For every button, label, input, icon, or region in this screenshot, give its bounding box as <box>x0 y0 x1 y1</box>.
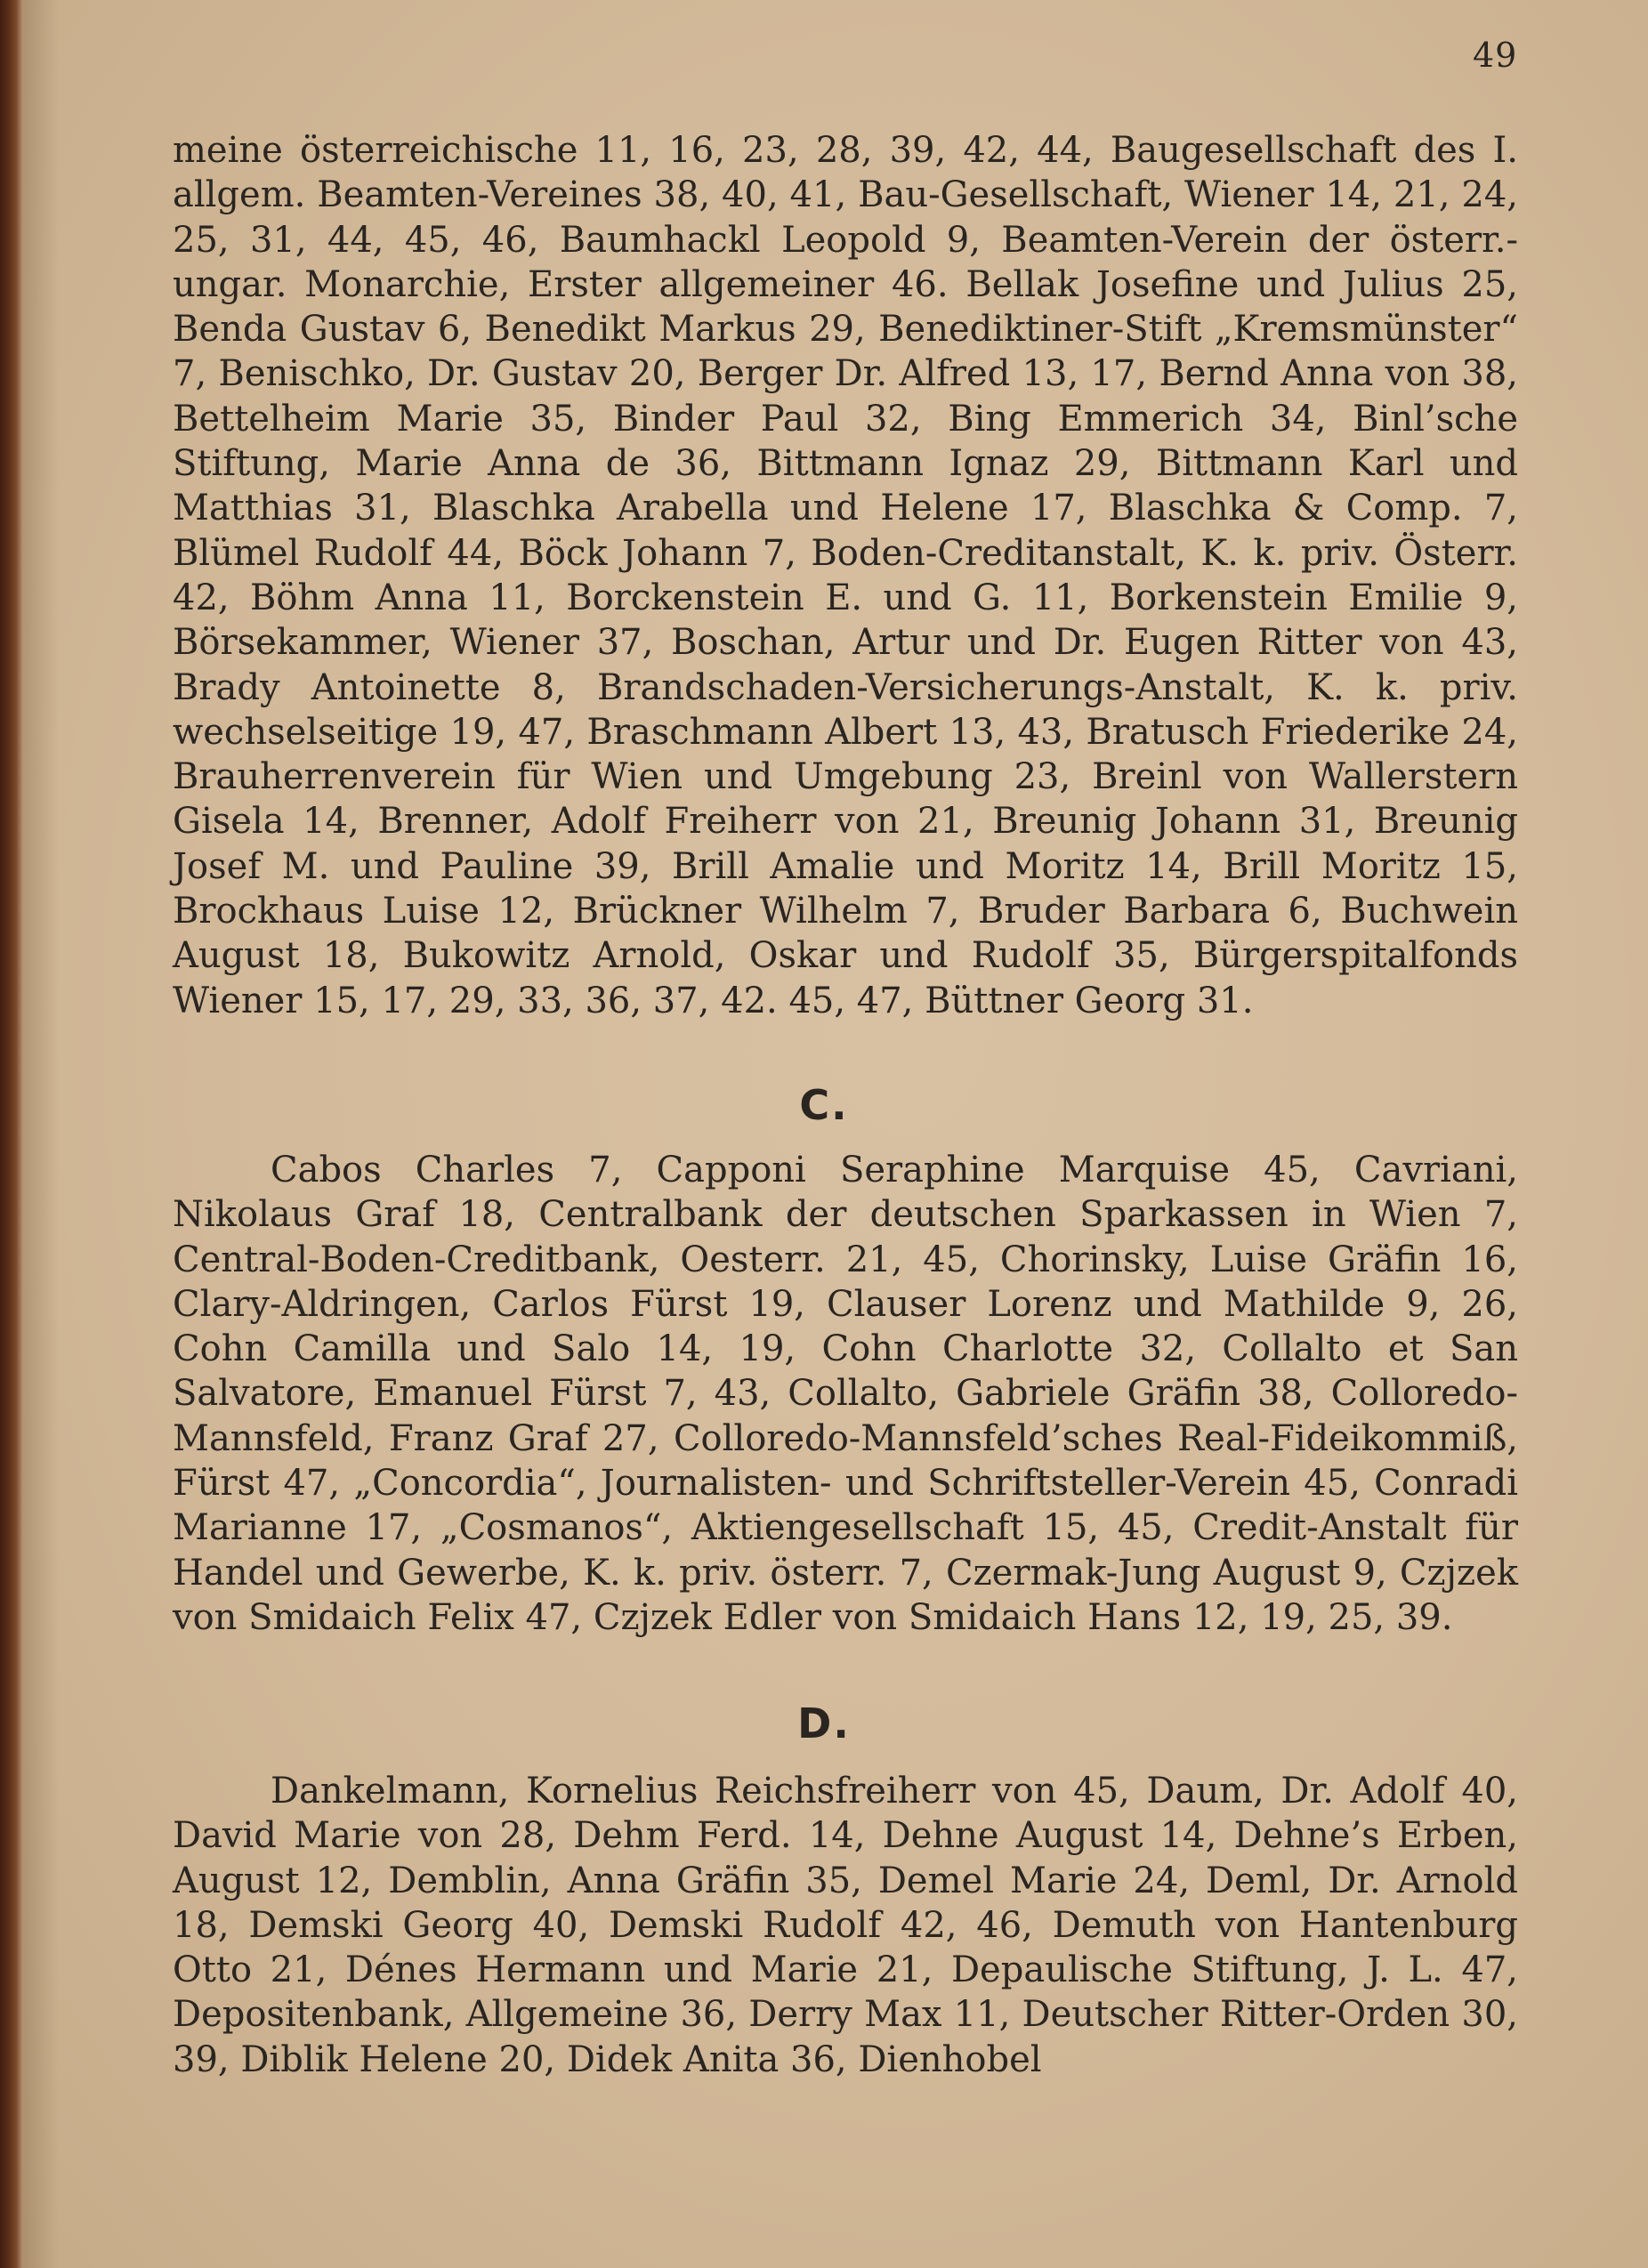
section-b-continued-text: meine österreichische 11, 16, 23, 28, 39, 42, 44, Baugesellschaft des I. allgem. Beamten-Vereines 38, 40, 41, Bau-Gesellschaft, Wiener 14, 21, 24, 25, 31, 44, 45, 46, Baumhackl Leopold 9, Beamten-Verein der österr.-ungar. Monarchie, Erster allgemeiner 46. Bellak Josefine und Julius 25, Benda Gustav 6, Benedikt Markus 29, Benediktiner-Stift „Kremsmünster“ 7, Benischko, Dr. Gustav 20, Berger Dr. Alfred 13, 17, Bernd Anna von 38, Bettelheim Marie 35, Binder Paul 32, Bing Emmerich 34, Binl’sche Stiftung, Marie Anna de 36, Bittmann Ignaz 29, Bittmann Karl und Matthias 31, Blaschka Arabella und Helene 17, Blaschka & Comp. 7, Blümel Rudolf 44, Böck Johann 7, Boden-Creditanstalt, K. k. priv. Österr. 42, Böhm Anna 11, Borckenstein E. und G. 11, Borkenstein Emilie 9, Börsekammer, Wiener 37, Boschan, Artur und Dr. Eugen Ritter von 43, Brady Antoinette 8, Brandschaden-Versicherungs-Anstalt, K. k. priv. wechselseitige 19, 47, Braschmann Albert 13, 43, Bratusch Friederike 24, Brauherrenverein für Wien und Umgebung 23, Breinl von Wallerstern Gisela 14, Brenner, Adolf Freiherr von 21, Breunig Johann 31, Breunig Josef M. und Pauline 39, Brill Amalie und Moritz 14, Brill Moritz 15, Brockhaus Luise 12, Brückner Wilhelm 7, Bruder Barbara 6, Buchwein August 18, Bukowitz Arnold, Oskar und Rudolf 35, Bürgerspitalfonds Wiener 15, 17, 29, 33, 36, 37, 42. 45, 47, Büttner Georg 31. <box>173 130 1518 1021</box>
section-c-heading: C. <box>799 1081 849 1129</box>
book-spine <box>0 0 23 2268</box>
gutter-shadow <box>23 0 59 2268</box>
section-d-text: Dankelmann, Kornelius Reichsfreiherr von 45, Daum, Dr. Adolf 40, David Marie von 28, Dehm Ferd. 14, Dehne August 14, Dehne’s Erben, August 12, Demblin, Anna Gräfin 35, Demel Marie 24, Deml, Dr. Arnold 18, Demski Georg 40, Demski Rudolf 42, 46, Demuth von Hantenburg Otto 21, Dénes Hermann und Marie 21, Depaulische Stiftung, J. L. 47, Depositenbank, Allgemeine 36, Derry Max 11, Deutscher Ritter-Orden 30, 39, Diblik Helene 20, Didek Anita 36, Dienhobel <box>173 1771 1518 2080</box>
section-d-heading: D. <box>797 1699 851 1747</box>
page-number: 49 <box>1473 36 1518 75</box>
section-c-text: Cabos Charles 7, Capponi Seraphine Marquise 45, Cavriani, Nikolaus Graf 18, Centralbank der deutschen Sparkassen in Wien 7, Central-Boden-Creditbank, Oesterr. 21, 45, Chorinsky, Luise Gräfin 16, Clary-Aldringen, Carlos Fürst 19, Clauser Lorenz und Mathilde 9, 26, Cohn Camilla und Salo 14, 19, Cohn Charlotte 32, Collalto et San Salvatore, Emanuel Fürst 7, 43, Collalto, Gabriele Gräfin 38, Colloredo-Mannsfeld, Franz Graf 27, Colloredo-Mannsfeld’sches Real-Fideikommiß, Fürst 47, „Concordia“, Journalisten- und Schriftsteller-Verein 45, Conradi Marianne 17, „Cosmanos“, Aktiengesellschaft 15, 45, Credit-Anstalt für Handel und Gewerbe, K. k. priv. österr. 7, Czermak-Jung August 9, Czjzek von Smidaich Felix 47, Czjzek Edler von Smidaich Hans 12, 19, 25, 39. <box>173 1150 1518 1638</box>
